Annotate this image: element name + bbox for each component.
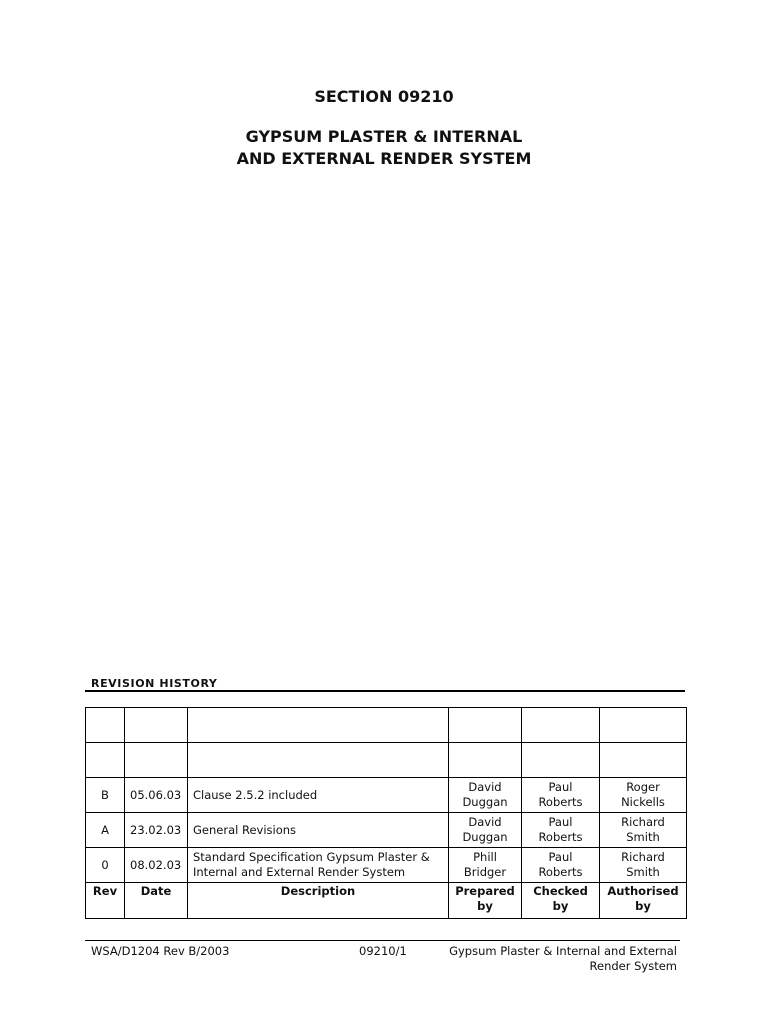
header-checked-by: Checked by: [522, 883, 600, 919]
section-number: SECTION 09210: [314, 87, 454, 106]
document-title-line-2: AND EXTERNAL RENDER SYSTEM: [236, 149, 532, 168]
table-header-row: [86, 883, 687, 919]
revision-history-label: REVISION HISTORY: [91, 677, 218, 690]
table-row: [86, 848, 687, 883]
prepared-cell: Phill Bridger: [449, 848, 522, 883]
description-cell: Clause 2.5.2 included: [188, 778, 449, 813]
footer-title-line-1: Gypsum Plaster & Internal and External: [449, 944, 677, 958]
date-cell: 23.02.03: [125, 813, 188, 848]
header-description: Description: [188, 883, 449, 919]
description-cell: Standard Specification Gypsum Plaster & Internal and External Render System: [188, 848, 449, 883]
description-cell: General Revisions: [188, 813, 449, 848]
table-row-blank: [86, 743, 687, 778]
header-rev: Rev: [86, 883, 125, 919]
title-block: [0, 86, 768, 170]
revision-history-table: [85, 707, 687, 919]
header-authorised-by: Authorised by: [600, 883, 687, 919]
rev-cell: A: [86, 813, 125, 848]
date-cell: 08.02.03: [125, 848, 188, 883]
footer-page-ref: 09210/1: [359, 944, 407, 958]
header-prepared-by: Prepared by: [449, 883, 522, 919]
date-cell: 05.06.03: [125, 778, 188, 813]
checked-cell: Paul Roberts: [522, 813, 600, 848]
prepared-cell: David Duggan: [449, 813, 522, 848]
footer-title-line-2: Render System: [589, 959, 677, 973]
footer-rule: [85, 940, 680, 941]
authorised-cell: Richard Smith: [600, 813, 687, 848]
checked-cell: Paul Roberts: [522, 778, 600, 813]
table-row: [86, 813, 687, 848]
table-row: [86, 778, 687, 813]
footer-doc-ref: WSA/D1204 Rev B/2003: [91, 944, 230, 958]
revision-history-rule: [85, 690, 685, 692]
rev-cell: B: [86, 778, 125, 813]
document-title-line-1: GYPSUM PLASTER & INTERNAL: [245, 127, 523, 146]
prepared-cell: David Duggan: [449, 778, 522, 813]
footer-title: [437, 944, 677, 974]
header-date: Date: [125, 883, 188, 919]
checked-cell: Paul Roberts: [522, 848, 600, 883]
authorised-cell: Roger Nickells: [600, 778, 687, 813]
rev-cell: 0: [86, 848, 125, 883]
table-row-blank: [86, 708, 687, 743]
authorised-cell: Richard Smith: [600, 848, 687, 883]
